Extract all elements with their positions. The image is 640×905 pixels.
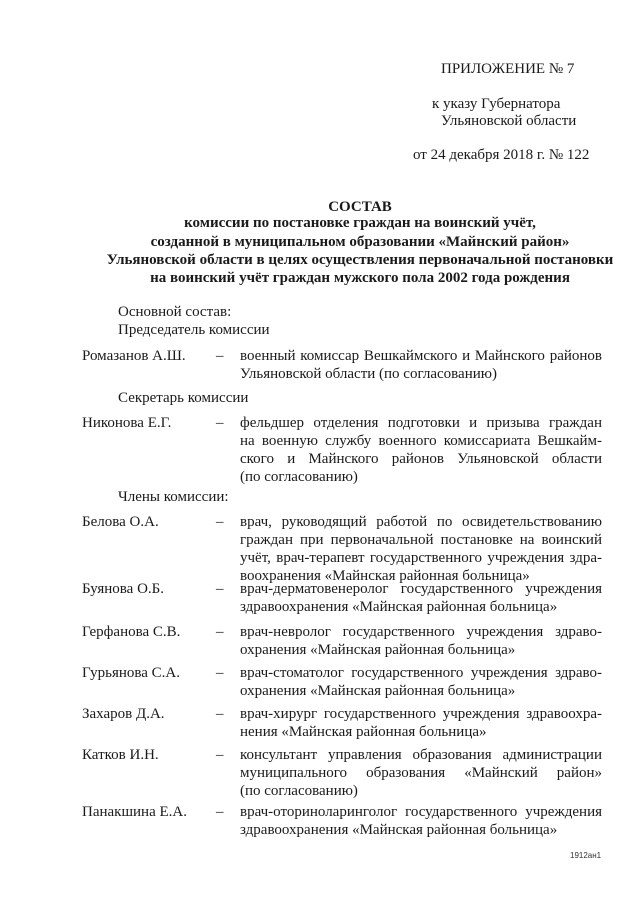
member-role-line: здравоохранения «Майнская районная больница» [240, 599, 558, 615]
decree-date: от 24 декабря 2018 г. № 122 [413, 147, 590, 163]
title-line-3: Ульяновской области в целях осуществления первоначальной постановки [106, 252, 614, 268]
title-line-2: созданной в муниципальном образовании «Майнский район» [150, 234, 570, 250]
member-role-line: врач, руководящий работой по освидетельствованию [240, 514, 602, 530]
member-role-line: врач-хирург государственного учреждения здравоохра- [240, 706, 602, 722]
main-composition-label: Основной состав: [118, 304, 232, 320]
member-name: Герфанова С.В. [82, 624, 181, 640]
member-role-line: консультант управления образования администрации [240, 747, 602, 763]
member-dash: – [216, 665, 224, 681]
appendix-number: ПРИЛОЖЕНИЕ № 7 [441, 61, 575, 77]
member-name: Захаров Д.А. [82, 706, 165, 722]
secretary-label: Секретарь комиссии [118, 390, 249, 406]
member-role-line: (по согласованию) [240, 469, 358, 485]
decree-reference-line2: Ульяновской области [441, 113, 577, 129]
member-role-line: на военную службу военного комиссариата Вешкайм- [240, 433, 602, 449]
document-title: СОСТАВ [328, 199, 392, 215]
member-role-line: воохранения «Майнская районная больница» [240, 568, 530, 584]
member-role-line: фельдшер отделения подготовки и призыва граждан [240, 415, 602, 431]
member-name: Белова О.А. [82, 514, 159, 530]
member-name: Панакшина Е.А. [82, 804, 187, 820]
member-role-line: врач-стоматолог государственного учреждения здраво- [240, 665, 602, 681]
member-name: Никонова Е.Г. [82, 415, 172, 431]
member-dash: – [216, 747, 224, 763]
member-role-line: охранения «Майнская районная больница» [240, 683, 516, 699]
title-line-4: на воинский учёт граждан мужского пола 2002 года рождения [150, 270, 570, 286]
member-dash: – [216, 514, 224, 530]
member-role-line: ского и Майнского районов Ульяновской области [240, 451, 602, 467]
title-line-1: комиссии по постановке граждан на воинский учёт, [184, 215, 536, 231]
member-role-line: (по согласованию) [240, 783, 358, 799]
member-role-line: муниципального образования «Майнский район» [240, 765, 602, 781]
member-role-line: Ульяновской области (по согласованию) [240, 366, 497, 382]
member-dash: – [216, 624, 224, 640]
members-label: Члены комиссии: [118, 489, 229, 505]
member-role-line: учёт, врач-терапевт государственного учреждения здра- [240, 550, 602, 566]
member-dash: – [216, 581, 224, 597]
member-dash: – [216, 415, 224, 431]
document-code: 1912ан1 [570, 851, 602, 860]
member-name: Гурьянова С.А. [82, 665, 180, 681]
member-role-line: граждан при первоначальной постановке на воинский [240, 532, 602, 548]
member-role-line: военный комиссар Вешкаймского и Майнского районов [240, 348, 602, 364]
member-role-line: врач-невролог государственного учреждения здраво- [240, 624, 602, 640]
member-role-line: нения «Майнская районная больница» [240, 724, 487, 740]
member-role-line: врач-оториноларинголог государственного учреждения [240, 804, 602, 820]
member-role-line: охранения «Майнская районная больница» [240, 642, 516, 658]
member-role-line: здравоохранения «Майнская районная больница» [240, 822, 558, 838]
chairman-label: Председатель комиссии [118, 322, 270, 338]
member-dash: – [216, 804, 224, 820]
member-role-line: врач-дерматовенеролог государственного учреждения [240, 581, 602, 597]
decree-reference-line1: к указу Губернатора [432, 96, 561, 112]
member-dash: – [216, 706, 224, 722]
member-name: Буянова О.Б. [82, 581, 165, 597]
member-dash: – [216, 348, 224, 364]
member-name: Ромазанов А.Ш. [82, 348, 186, 364]
member-name: Катков И.Н. [82, 747, 159, 763]
